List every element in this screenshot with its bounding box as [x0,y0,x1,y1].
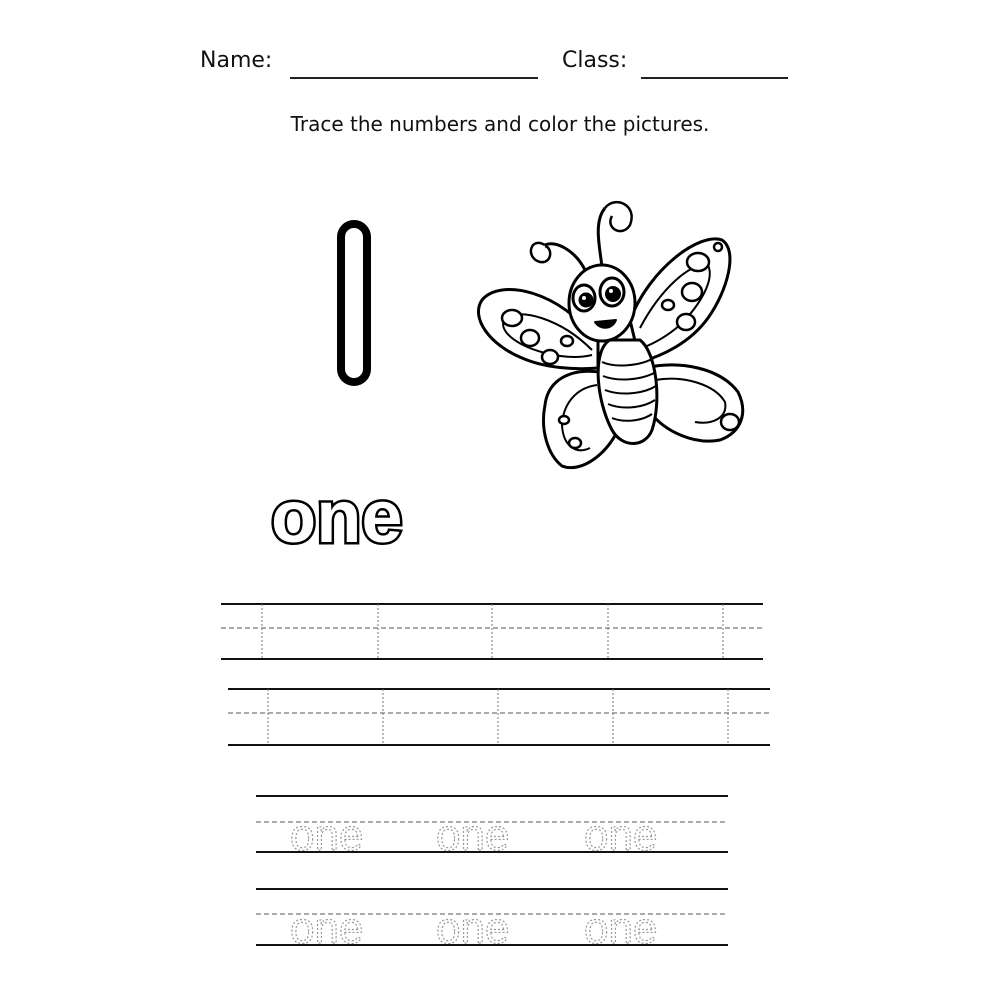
butterfly-picture[interactable] [478,202,742,468]
numeral-trace-row-2[interactable] [228,689,770,745]
numeral-trace-row-1[interactable] [221,604,763,659]
trace-word: one [436,904,510,953]
numeral-one [341,224,367,382]
name-label: Name: [200,48,273,73]
trace-word: one [436,811,510,860]
word-trace-row-1[interactable] [256,796,728,860]
class-label: Class: [562,48,628,73]
trace-word: one [290,811,364,860]
trace-word: one [290,904,364,953]
trace-word: one [584,904,658,953]
word-one: one [271,475,403,558]
trace-word: one [584,811,658,860]
word-trace-row-2[interactable] [256,889,728,953]
instructions: Trace the numbers and color the pictures. [290,112,710,136]
